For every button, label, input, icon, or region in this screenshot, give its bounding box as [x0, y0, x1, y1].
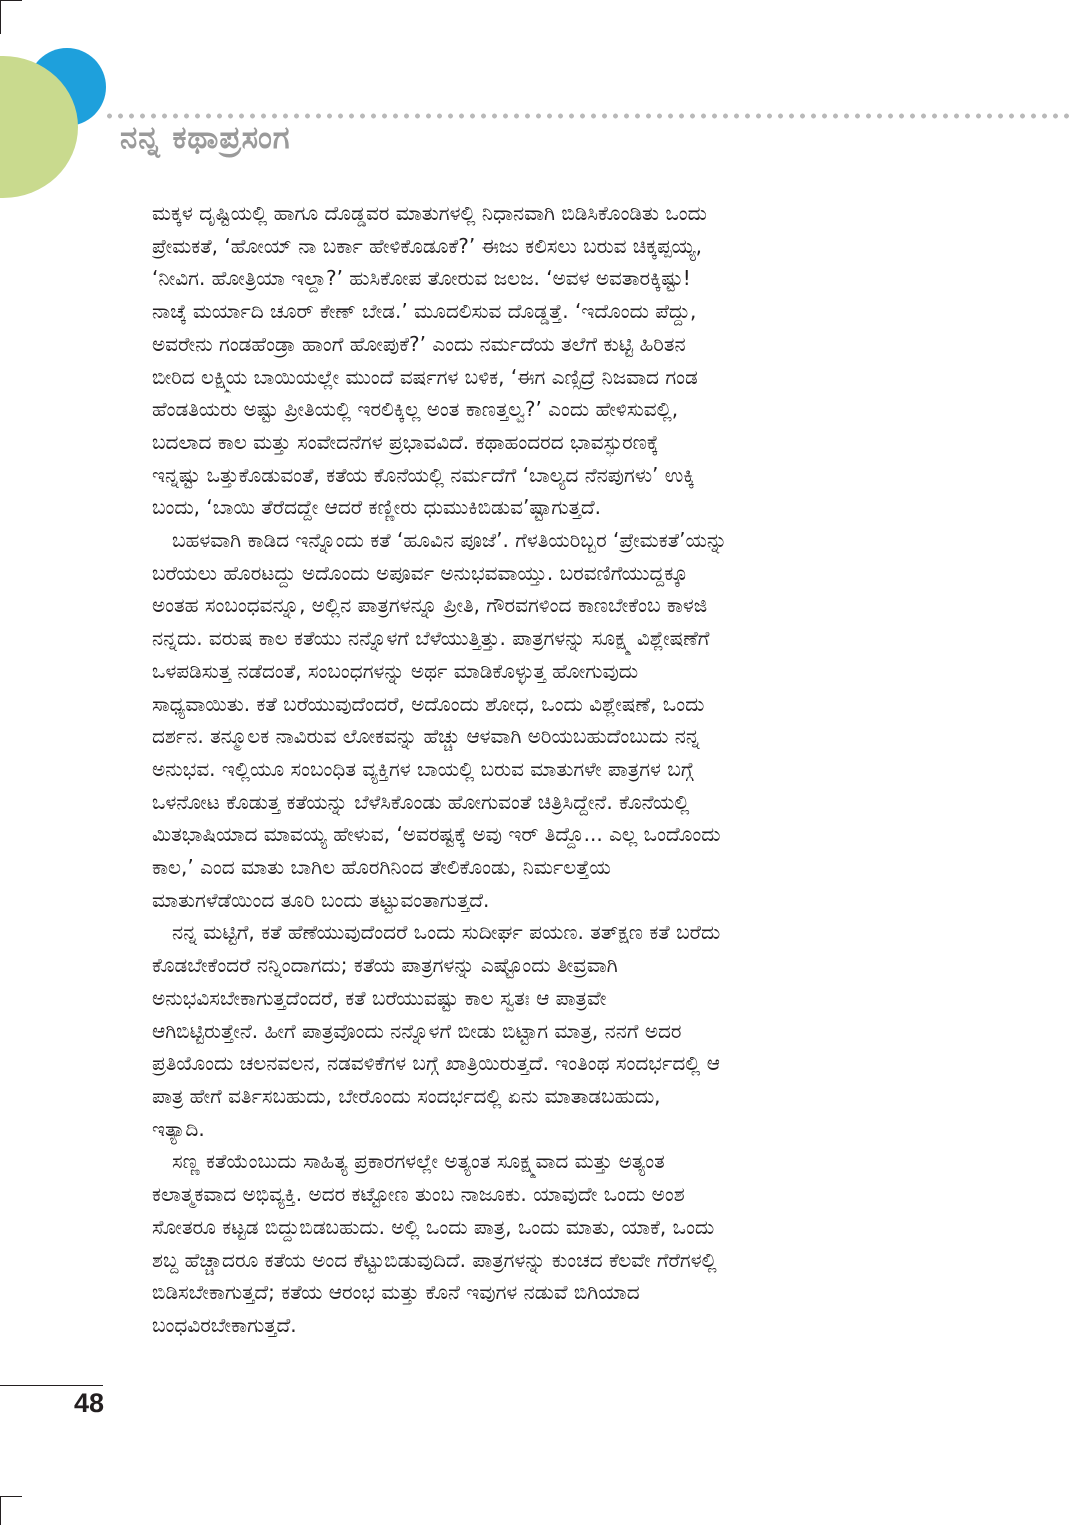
- text-line: ಇತ್ಯಾದಿ.: [152, 1116, 205, 1141]
- text-line: ‘ನೀವಿಗ. ಹೋತ್ರಿಯಾ ಇಲ್ದಾ?’ ಹುಸಿಕೋಪ ತೋರುವ ಜಲಜ. ‘ಅವಳ ಅವತಾರಕ್ಕಿಷ್ಟು!: [152, 266, 691, 291]
- text-line: ಇನ್ನಷ್ಟು ಒತ್ತುಕೊಡುವಂತೆ, ಕತೆಯ ಕೊನೆಯಲ್ಲಿ ನರ್ಮದೆಗೆ ‘ಬಾಲ್ಯದ ನೆನಪುಗಳು’ ಉಕ್ಕಿ: [152, 462, 695, 487]
- text-line: ಬಂಧವಿರಬೇಕಾಗುತ್ತದೆ.: [152, 1312, 297, 1337]
- text-line: ಕಲಾತ್ಮಕವಾದ ಅಭಿವ್ಯಕ್ತಿ. ಅದರ ಕಟ್ಟೋಣ ತುಂಬ ನಾಜೂಕು. ಯಾವುದೇ ಒಂದು ಅಂಶ: [152, 1182, 685, 1207]
- text-line: ಶಬ್ದ ಹೆಚ್ಚಾದರೂ ಕತೆಯ ಅಂದ ಕೆಟ್ಟುಬಿಡುವುದಿದೆ. ಪಾತ್ರಗಳನ್ನು ಕುಂಚದ ಕೆಲವೇ ಗೆರೆಗಳಲ್ಲಿ: [152, 1247, 717, 1272]
- text-line: ಬಿಡಿಸಬೇಕಾಗುತ್ತದೆ; ಕತೆಯ ಆರಂಭ ಮತ್ತು ಕೊನೆ ಇವುಗಳ ನಡುವೆ ಬಿಗಿಯಾದ: [152, 1280, 640, 1305]
- text-line: ಬಹಳವಾಗಿ ಕಾಡಿದ ಇನ್ನೊಂದು ಕತೆ ‘ಹೂವಿನ ಪೂಜೆ’. ಗೆಳತಿಯರಿಬ್ಬರ ‘ಪ್ರೇಮಕತೆ’ಯನ್ನು: [172, 528, 728, 553]
- text-line: ಒಳಪಡಿಸುತ್ತ ನಡೆದಂತೆ, ಸಂಬಂಧಗಳನ್ನು ಅರ್ಥ ಮಾಡಿಕೊಳ್ಳುತ್ತ ಹೋಗುವುದು: [152, 658, 639, 683]
- body-text: [152, 197, 904, 1342]
- crop-mark-bottom-horizontal: [0, 1496, 22, 1497]
- text-line: ಮಾತುಗಳೆಡೆಯಿಂದ ತೂರಿ ಬಂದು ತಟ್ಟುವಂತಾಗುತ್ತದೆ.: [152, 887, 490, 912]
- text-line: ನನ್ನದು. ವರುಷ ಕಾಲ ಕತೆಯು ನನ್ನೊಳಗೆ ಬೆಳೆಯುತ್ತಿತ್ತು. ಪಾತ್ರಗಳನ್ನು ಸೂಕ್ಷ್ಮ ವಿಶ್ಲೇಷಣೆಗೆ: [152, 626, 710, 651]
- folio-rule: [0, 1385, 103, 1386]
- text-line: ಕಾಲ,’ ಎಂದ ಮಾತು ಬಾಗಿಲ ಹೊರಗಿನಿಂದ ತೇಲಿಕೊಂಡು, ನಿರ್ಮಲತ್ತೆಯ: [152, 855, 611, 880]
- text-line: ಬಂದು, ‘ಬಾಯಿ ತೆರೆದದ್ದೇ ಆದರೆ ಕಣ್ಣೀರು ಧುಮುಕಿಬಿಡುವ’ಷ್ಟಾಗುತ್ತದೆ.: [152, 495, 601, 520]
- text-line: ಸಾಧ್ಯವಾಯಿತು. ಕತೆ ಬರೆಯುವುದೆಂದರೆ, ಅದೊಂದು ಶೋಧ, ಒಂದು ವಿಶ್ಲೇಷಣೆ, ಒಂದು: [152, 691, 705, 716]
- text-line: ಸಣ್ಣ ಕತೆಯೆಂಬುದು ಸಾಹಿತ್ಯ ಪ್ರಕಾರಗಳಲ್ಲೇ ಅತ್ಯಂತ ಸೂಕ್ಷ್ಮವಾದ ಮತ್ತು ಅತ್ಯಂತ: [172, 1149, 665, 1174]
- running-header-title: ನನ್ನ ಕಥಾಪ್ರಸಂಗ: [120, 120, 291, 156]
- crop-mark-bottom-vertical: [0, 1496, 1, 1525]
- text-line: ಬದಲಾದ ಕಾಲ ಮತ್ತು ಸಂವೇದನೆಗಳ ಪ್ರಭಾವವಿದೆ. ಕಥಾಹಂದರದ ಭಾವಸ್ಫುರಣಕ್ಕೆ: [152, 429, 659, 454]
- text-line: ಪ್ರೇಮಕತೆ, ‘ಹೋಯ್ ನಾ ಬರ್ಕಾ ಹೇಳಿಕೊಡೂಕೆ?’ ಈಜು ಕಲಿಸಲು ಬರುವ ಚಿಕ್ಕಪ್ಪಯ್ಯ,: [152, 233, 703, 258]
- text-line: ಅನುಭವಿಸಬೇಕಾಗುತ್ತದೆಂದರೆ, ಕತೆ ಬರೆಯುವಷ್ಟು ಕಾಲ ಸ್ವತಃ ಆ ಪಾತ್ರವೇ: [152, 985, 607, 1010]
- text-line: ಒಳನೋಟ ಕೊಡುತ್ತ ಕತೆಯನ್ನು ಬೆಳೆಸಿಕೊಂಡು ಹೋಗುವಂತೆ ಚಿತ್ರಿಸಿದ್ದೇನೆ. ಕೊನೆಯಲ್ಲಿ: [152, 789, 690, 814]
- page-number: 48: [74, 1388, 105, 1418]
- crop-mark-top-vertical: [0, 0, 1, 34]
- text-line: ಅಂತಹ ಸಂಬಂಧವನ್ನೂ, ಅಲ್ಲಿನ ಪಾತ್ರಗಳನ್ನೂ ಪ್ರೀತಿ, ಗೌರವಗಳಿಂದ ಕಾಣಬೇಕೆಂಬ ಕಾಳಜಿ: [152, 593, 708, 618]
- text-line: ಪ್ರತಿಯೊಂದು ಚಲನವಲನ, ನಡವಳಿಕೆಗಳ ಬಗ್ಗೆ ಖಾತ್ರಿಯಿರುತ್ತದೆ. ಇಂತಿಂಥ ಸಂದರ್ಭದಲ್ಲಿ ಆ: [152, 1051, 720, 1076]
- text-line: ಪಾತ್ರ ಹೇಗೆ ವರ್ತಿಸಬಹುದು, ಬೇರೊಂದು ಸಂದರ್ಭದಲ್ಲಿ ಏನು ಮಾತಾಡಬಹುದು,: [152, 1083, 661, 1108]
- text-line: ನಾಚ್ಕೆ ಮರ್ಯಾದಿ ಚೂರ್ ಕೇಣ್ ಬೇಡ.’ ಮೂದಲಿಸುವ ದೊಡ್ಡತ್ತೆ. ‘ಇದೊಂದು ಪೆದ್ದು,: [152, 299, 697, 324]
- text-line: ದರ್ಶನ. ತನ್ಮೂಲಕ ನಾವಿರುವ ಲೋಕವನ್ನು ಹೆಚ್ಚು ಆಳವಾಗಿ ಅರಿಯಬಹುದೆಂಬುದು ನನ್ನ: [152, 724, 700, 749]
- text-line: ನನ್ನ ಮಟ್ಟಿಗೆ, ಕತೆ ಹೆಣೆಯುವುದೆಂದರೆ ಒಂದು ಸುದೀರ್ಘ ಪಯಣ. ತತ್‍ಕ್ಷಣ ಕತೆ ಬರೆದು: [172, 920, 721, 945]
- text-line: ಕೊಡಬೇಕೆಂದರೆ ನನ್ನಿಂದಾಗದು; ಕತೆಯ ಪಾತ್ರಗಳನ್ನು ಎಷ್ಟೊಂದು ತೀವ್ರವಾಗಿ: [152, 953, 618, 978]
- text-line: ಹೆಂಡತಿಯರು ಅಷ್ಟು ಪ್ರೀತಿಯಲ್ಲಿ ಇರಲಿಕ್ಕಿಲ್ಲ ಅಂತ ಕಾಣತ್ತಲ್ವ?’ ಎಂದು ಹೇಳಿಸುವಲ್ಲಿ,: [152, 397, 679, 422]
- dotted-header-rule: [104, 112, 1072, 120]
- text-line: ಅನುಭವ. ಇಲ್ಲಿಯೂ ಸಂಬಂಧಿತ ವ್ಯಕ್ತಿಗಳ ಬಾಯಲ್ಲಿ ಬರುವ ಮಾತುಗಳೇ ಪಾತ್ರಗಳ ಬಗ್ಗೆ: [152, 756, 694, 781]
- text-line: ಅವರೇನು ಗಂಡಹೆಂಡ್ರಾ ಹಾಂಗೆ ಹೋಪುಕೆ?’ ಎಂದು ನರ್ಮದೆಯ ತಲೆಗೆ ಕುಟ್ಟಿ ಹಿರಿತನ: [152, 331, 686, 356]
- text-line: ಮಿತಭಾಷಿಯಾದ ಮಾವಯ್ಯ ಹೇಳುವ, ‘ಅವರಷ್ಟಕ್ಕೆ ಅವು ಇರ್ ತಿದ್ದೊ... ಎಲ್ಲ ಒಂದೊಂದು: [152, 822, 721, 847]
- text-line: ಆಗಿಬಿಟ್ಟಿರುತ್ತೇನೆ. ಹೀಗೆ ಪಾತ್ರವೊಂದು ನನ್ನೊಳಗೆ ಬೀಡು ಬಿಟ್ಟಾಗ ಮಾತ್ರ, ನನಗೆ ಅದರ: [152, 1018, 682, 1043]
- text-line: ಸೋತರೂ ಕಟ್ಟಡ ಬಿದ್ದುಬಿಡಬಹುದು. ಅಲ್ಲಿ ಒಂದು ಪಾತ್ರ, ಒಂದು ಮಾತು, ಯಾಕೆ, ಒಂದು: [152, 1214, 715, 1239]
- text-line: ಬೀರಿದ ಲಕ್ಷ್ಮಿಯ ಬಾಯಿಯಲ್ಲೇ ಮುಂದೆ ವರ್ಷಗಳ ಬಳಿಕ, ‘ಈಗ ಎಣ್ಸಿದ್ರೆ ನಿಜವಾದ ಗಂಡ: [152, 364, 698, 389]
- text-line: ಬರೆಯಲು ಹೊರಟದ್ದು ಅದೊಂದು ಅಪೂರ್ವ ಅನುಭವವಾಯ್ತು. ಬರವಣಿಗೆಯುದ್ದಕ್ಕೂ: [152, 560, 688, 585]
- crop-mark-top-horizontal: [0, 0, 22, 1]
- text-line: ಮಕ್ಕಳ ದೃಷ್ಟಿಯಲ್ಲಿ ಹಾಗೂ ದೊಡ್ಡವರ ಮಾತುಗಳಲ್ಲಿ ನಿಧಾನವಾಗಿ ಬಿಡಿಸಿಕೊಂಡಿತು ಒಂದು: [152, 201, 707, 225]
